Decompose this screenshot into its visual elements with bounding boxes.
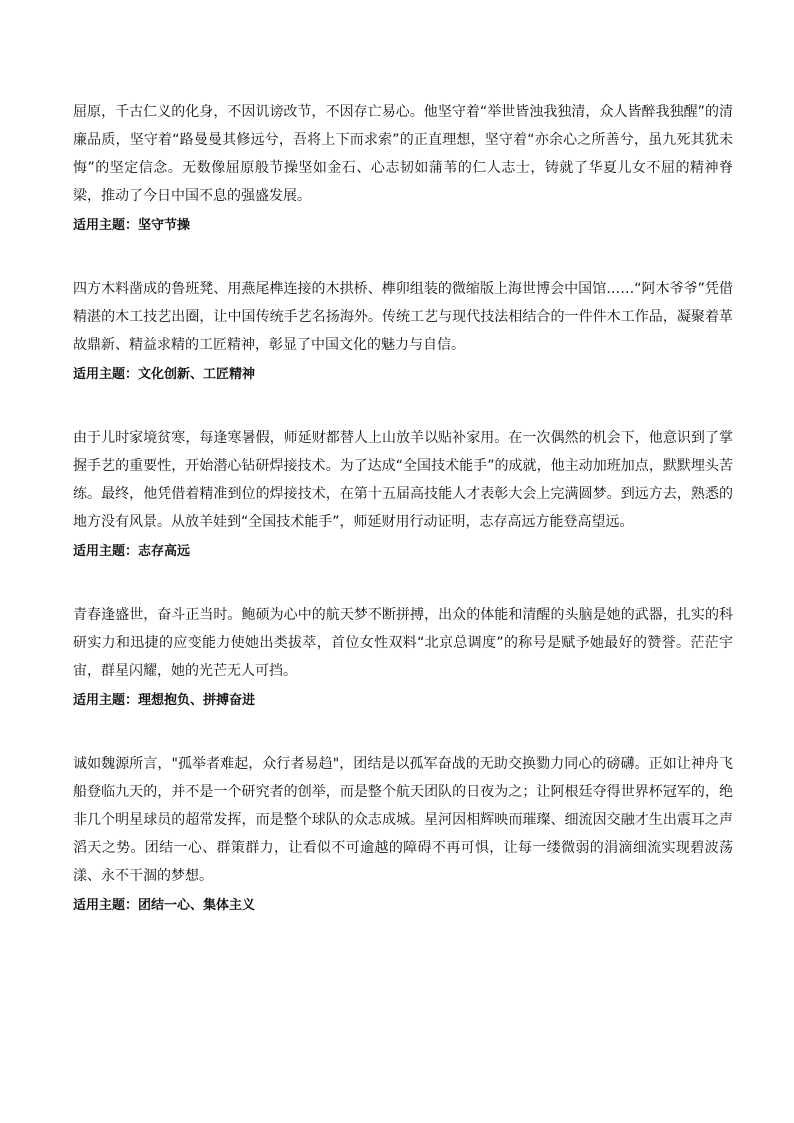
entry-spacer [73, 710, 733, 750]
entry-paragraph: 诚如魏源所言，"孤举者难起，众行者易趋"，团结是以孤军奋战的无助交换勠力同心的磅礴。正如让神舟飞船登临九天的，并不是一个研究者的创举，而是整个航天团队的日夜为之；让阿根廷夺得世界杯冠军的，绝非几个明星球员的超常发挥，而是整个球队的众志成城。星河因相辉映而璀璨、细流因交融才生出震耳之声滔天之势。团结一心、群策群力，让看似不可逾越的障碍不再可惧，让每一缕微弱的涓滴细流实现碧波荡漾、永不干涸的梦想。 [73, 756, 733, 884]
entry-paragraph: 由于儿时家境贫寒，每逢寒暑假，师延财都替人上山放羊以贴补家用。在一次偶然的机会下，他意识到了掌握手艺的重要性，开始潜心钻研焊接技术。为了达成“全国技术能手”的成就，他主动加班加点，默默埋头苦练。最终，他凭借着精准到位的焊接技术，在第十五届高技能人才表彰大会上完满圆梦。到远方去，熟悉的地方没有风景。从放羊娃到“全国技术能手”，师延财用行动证明，志存高远方能登高望远。 [73, 430, 733, 530]
entry-paragraph: 屈原，千古仁义的化身，不因讥谤改节，不因存亡易心。他坚守着“举世皆浊我独清，众人皆醉我独醒”的清廉品质，坚守着“路曼曼其修远兮，吾将上下而求索”的正直理想，坚守着“亦余心之所善兮，虽九死其犹未悔”的坚定信念。无数像屈原般节操坚如金石、心志韧如蒲苇的仁人志士，铸就了华夏儿女不屈的精神脊梁，推动了今日中国不息的强盛发展。 [73, 104, 733, 204]
entry-theme: 适用主题：理想抱负、拼搏奋进 [73, 693, 256, 708]
entry-paragraph: 四方木料凿成的鲁班凳、用燕尾榫连接的木拱桥、榫卯组装的微缩版上海世博会中国馆……“阿木爷爷”凭借精湛的木工技艺出圈，让中国传统手艺名扬海外。传统工艺与现代技法相结合的一件件木工作品，凝聚着革故鼎新、精益求精的工匠精神，彰显了中国文化的魅力与自信。 [73, 281, 733, 353]
entry-bao-shuo [73, 601, 733, 710]
entry-a-mu-ye-ye [73, 275, 733, 384]
entry-spacer [73, 384, 733, 424]
entry-qu-yuan [73, 98, 733, 235]
entry-spacer [73, 235, 733, 275]
entry-theme: 适用主题：坚守节操 [73, 218, 191, 233]
entry-theme: 适用主题：志存高远 [73, 544, 191, 559]
entry-theme: 适用主题：文化创新、工匠精神 [73, 367, 256, 382]
entry-spacer [73, 561, 733, 601]
entry-paragraph: 青春逢盛世，奋斗正当时。鲍硕为心中的航天梦不断拼搏，出众的体能和清醒的头脑是她的武器，扎实的科研实力和迅捷的应变能力使她出类拔萃，首位女性双料“北京总调度”的称号是赋予她最好的赞誉。茫茫宇宙，群星闪耀，她的光芒无人可挡。 [73, 607, 733, 679]
entry-shi-yan-cai [73, 424, 733, 561]
document-body [73, 98, 733, 915]
entry-theme: 适用主题：团结一心、集体主义 [73, 898, 256, 913]
entry-unity [73, 750, 733, 915]
